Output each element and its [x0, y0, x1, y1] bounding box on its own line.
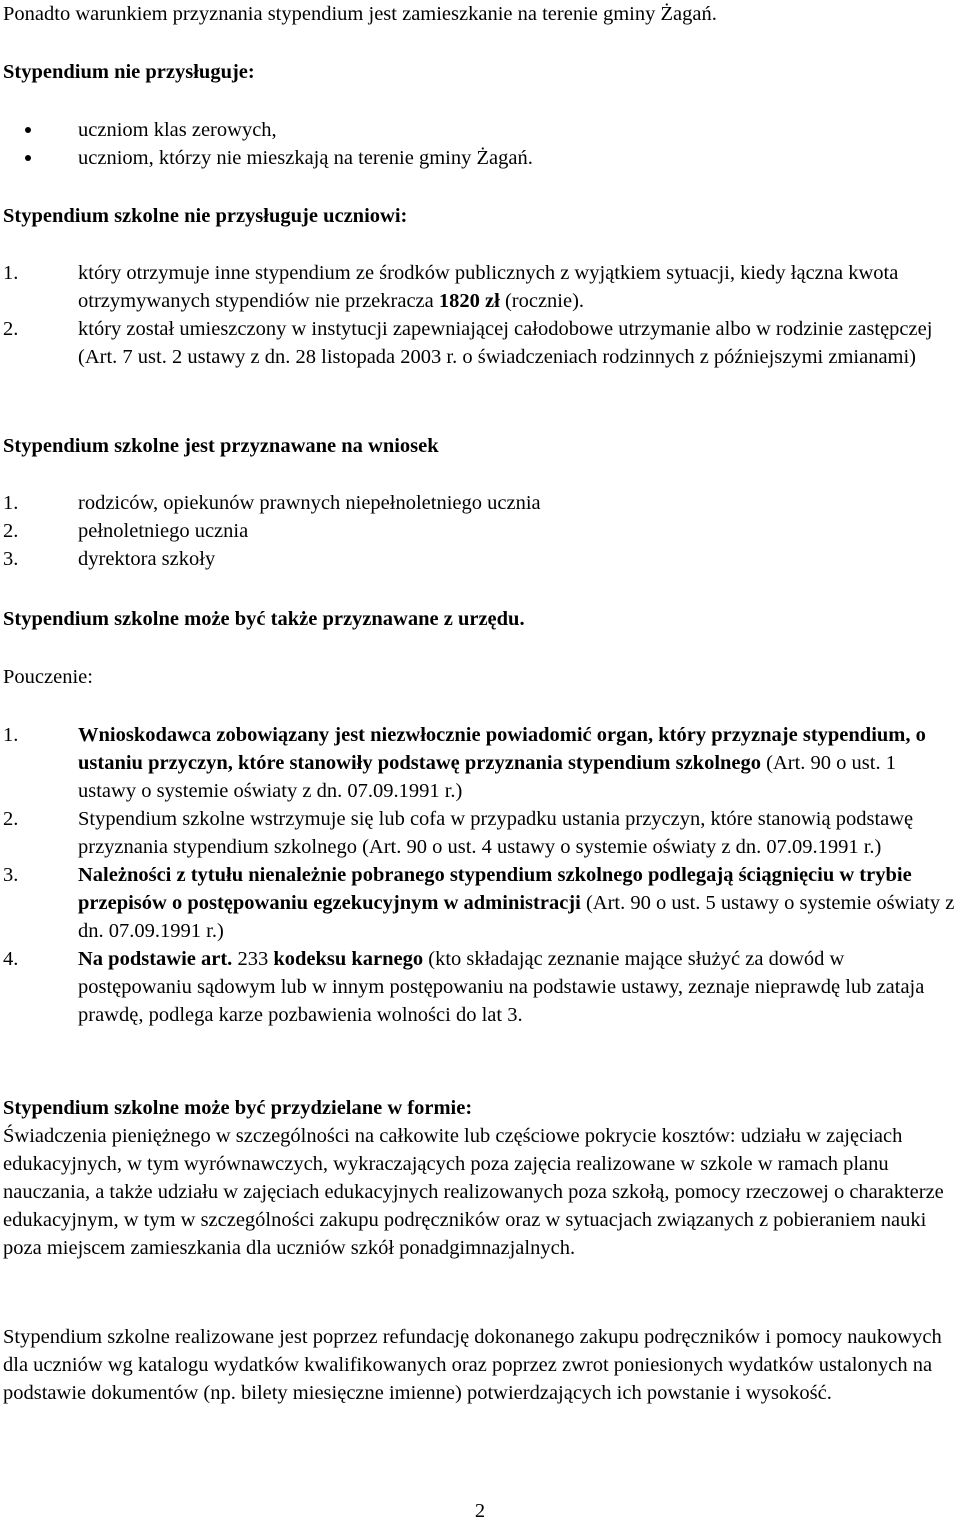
list-item: 2. który został umieszczony w instytucji zapewniającej całodobowe utrzymanie albo w rodzinie zastępczej (Art. 7 ust. 2 ustawy z dn. 28 listopada 2003 r. o świadczeniach rodzinnych z późniejszymi zmianami) [3, 318, 933, 368]
bullet-icon [25, 127, 31, 133]
ex-officio-section [3, 605, 957, 633]
not-entitled-section [3, 58, 957, 86]
application-section [3, 432, 957, 460]
application-list [3, 489, 957, 573]
realization-text: Stypendium szkolne realizowane jest poprzez refundację dokonanego zakupu podręczników i pomocy naukowych dla uczniów wg katalogu wydatków kwalifikowanych oraz poprzez zwrot poniesionych wydatków ustalonych na podstawie dokumentów (np. bilety miesięczne imienne) potwierdzających ich powstanie i wysokość. [3, 1326, 942, 1404]
not-entitled-student-list [3, 259, 957, 371]
not-entitled-student-section [3, 202, 957, 230]
not-entitled-list [3, 116, 957, 172]
list-item: 4. Na podstawie art. 233 kodeksu karnego (kto składając zeznanie mające służyć za dowód w postępowaniu sądowym lub w innym postępowaniu na podstawie ustawy, zeznaje nieprawdę lub zataja prawdę, podlega karze pozbawienia wolności do lat 3. [3, 948, 925, 1026]
list-item: 2. pełnoletniego ucznia [3, 520, 249, 542]
realization-section [3, 1323, 957, 1407]
list-item: 3. Należności z tytułu nienależnie pobranego stypendium szkolnego podlegają ściągnięciu w trybie przepisów o postępowaniu egzekucyjnym w administracji (Art. 90 o ust. 5 ustawy o systemie oświaty z dn. 07.09.1991 r.) [3, 864, 955, 942]
form-section [3, 1094, 957, 1262]
list-item: 2. Stypendium szkolne wstrzymuje się lub cofa w przypadku ustania przyczyn, które stanowią podstawę przyznania stypendium szkolnego (Art. 90 o ust. 4 ustawy o systemie oświaty z dn. 07.09.1991 r.) [3, 808, 914, 858]
instruction-section [3, 663, 957, 691]
not-entitled-heading: Stypendium nie przysługuje: [3, 61, 255, 83]
form-text: Świadczenia pieniężnego w szczególności na całkowite lub częściowe pokrycie kosztów: udziału w zajęciach edukacyjnych, w tym wyrównawczych, wykraczających poza zajęcia realizowane w szkole w ramach planu nauczania, a także udziału w zajęciach edukacyjnych realizowanych poza szkołą, pomocy rzeczowej o charakterze edukacyjnym, w tym w szczególności zakupu podręczników oraz w sytuacjach związanych z pobieraniem nauki poza miejscem zamieszkania dla uczniów szkół ponadgimnazjalnych. [3, 1125, 944, 1259]
intro-section [3, 0, 957, 28]
list-item: 1. który otrzymuje inne stypendium ze środków publicznych z wyjątkiem sytuacji, kiedy łączna kwota otrzymywanych stypendiów nie przekracza 1820 zł (rocznie). [3, 262, 899, 312]
not-entitled-student-heading: Stypendium szkolne nie przysługuje uczniowi: [3, 205, 408, 227]
page-number: 2 [474, 1500, 486, 1522]
list-item: uczniom, którzy nie mieszkają na terenie gminy Żagań. [3, 144, 957, 172]
list-item: 1. Wnioskodawca zobowiązany jest niezwłocznie powiadomić organ, który przyznaje stypendium, o ustaniu przyczyn, które stanowiły podstawę przyznania stypendium szkolnego (Art. 90 o ust. 1 ustawy o systemie oświaty z dn. 07.09.1991 r.) [3, 724, 926, 802]
instruction-heading: Pouczenie: [3, 666, 93, 688]
intro-text: Ponadto warunkiem przyznania stypendium jest zamieszkanie na terenie gminy Żagań. [3, 3, 717, 25]
list-item: 1. rodziców, opiekunów prawnych niepełnoletniego ucznia [3, 492, 541, 514]
list-item: 3. dyrektora szkoły [3, 548, 216, 570]
list-item: uczniom klas zerowych, [3, 116, 957, 144]
form-heading: Stypendium szkolne może być przydzielane w formie: [3, 1097, 473, 1119]
ex-officio-text: Stypendium szkolne może być także przyznawane z urzędu. [3, 608, 525, 630]
application-heading: Stypendium szkolne jest przyznawane na wniosek [3, 435, 439, 457]
instruction-list [3, 721, 957, 1029]
bullet-icon [25, 155, 31, 161]
